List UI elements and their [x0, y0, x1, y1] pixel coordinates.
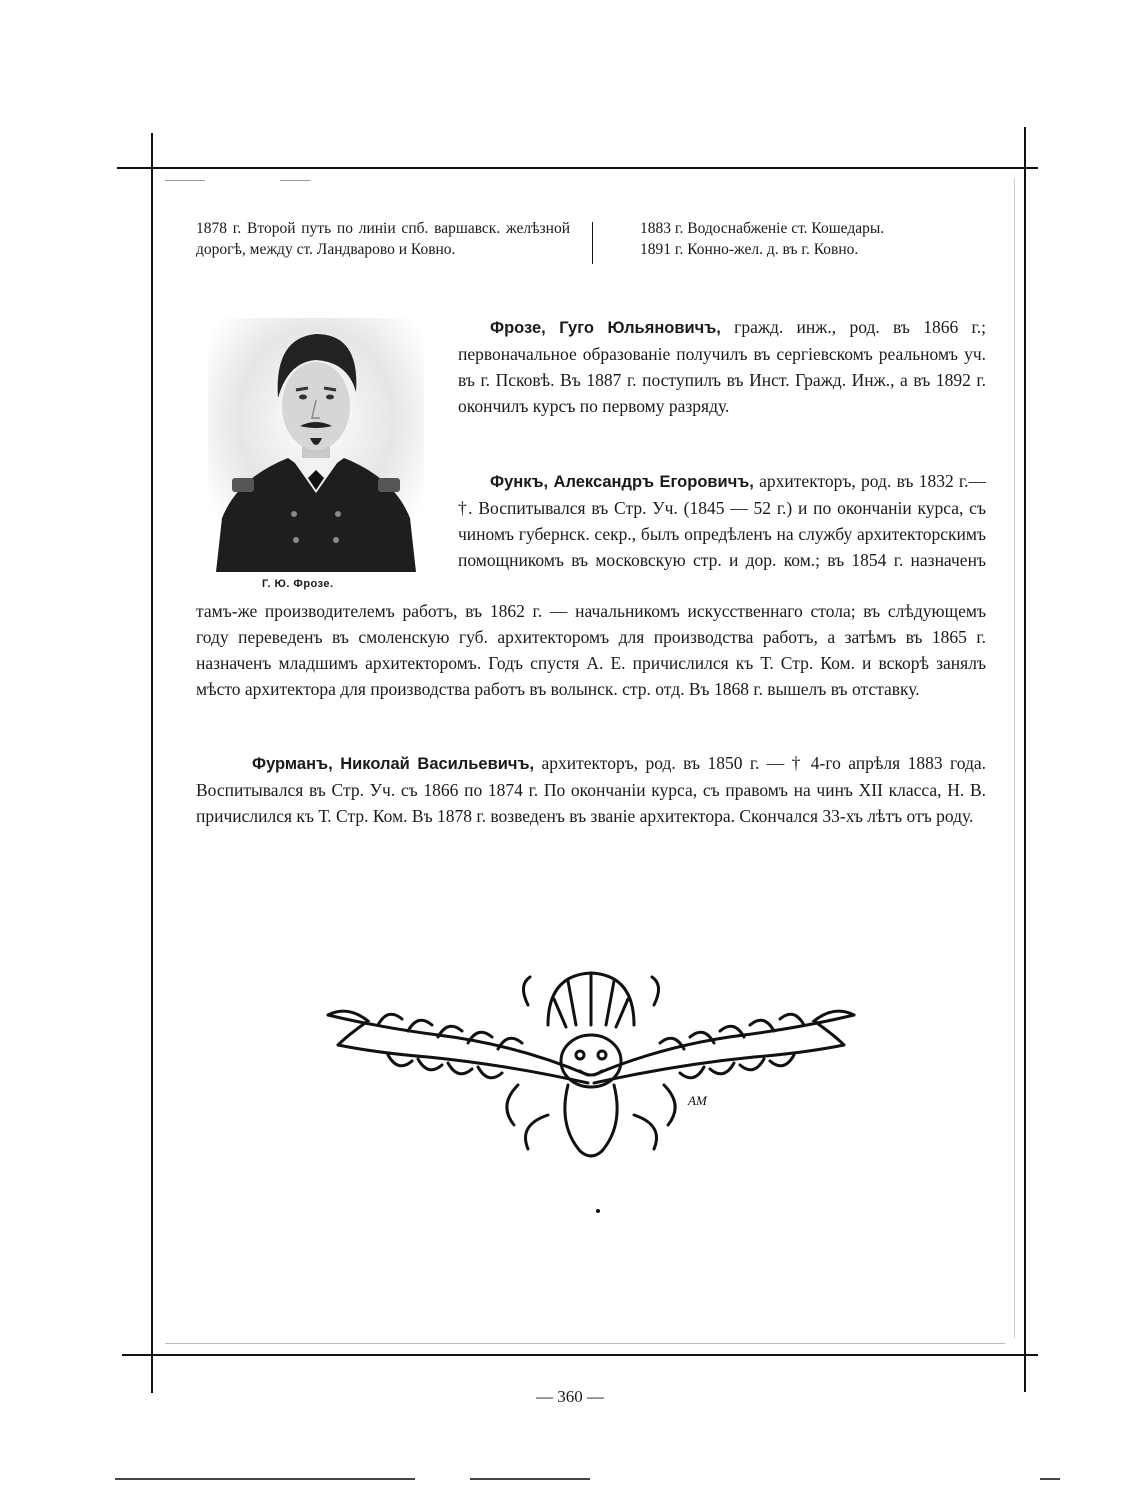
- ornament-monogram: AM: [688, 1093, 707, 1108]
- frame-left-rule: [151, 133, 153, 1393]
- frame-right-rule: [1024, 127, 1026, 1392]
- photo-caption: Г. Ю. Фрозе.: [262, 578, 334, 590]
- inner-top-dash: [165, 180, 205, 181]
- entry-furman-text: архитекторъ, род. въ 1850 г. — † 4-го апрѣля 1883 года. Воспитывался въ Стр. Уч. съ 1866 по 1874 г. По окончаніи курса, съ правомъ на чинъ XII класса, Н. В. причислился къ Т. Стр. Ком. Въ 1878 г. возведенъ въ званіе архитектора. Скончался 33-хъ лѣтъ отъ роду.: [196, 753, 986, 826]
- top-left-column: 1878 г. Второй путь по линіи спб. варшавск. желѣзной дорогѣ, между ст. Ландварово и Ковно.: [196, 220, 570, 258]
- top-right-line-2: 1891 г. Конно-жел. д. въ г. Ковно.: [640, 241, 859, 258]
- scan-artifact: [115, 1478, 415, 1480]
- inner-top-dash: [280, 180, 310, 181]
- decorative-ornament: [318, 965, 864, 1165]
- scan-artifact: [470, 1478, 590, 1480]
- stray-dot: [596, 1209, 600, 1213]
- inner-bottom-dash: [165, 1343, 1005, 1344]
- entry-funk-text-1: архитекторъ, род. въ 1832 г.—†. Воспитывался въ Стр. Уч. (1845 — 52 г.) и по окончаніи курса, съ чиномъ губернск. секр., былъ опредѣленъ на службу архитекторскимъ помощникомъ въ московскую стр. и дор. ком.; въ 1854 г. назначенъ: [458, 471, 987, 570]
- scan-artifact: [1040, 1478, 1060, 1480]
- portrait-photo: [208, 318, 424, 572]
- entry-funk-part2: тамъ-же производителемъ работъ, въ 1862 г. — начальникомъ искусственнаго стола; въ слѣдующемъ году переведенъ въ смоленскую губ. архитекторомъ для производства работъ, а затѣмъ въ 1865 г. назначенъ младшимъ архитекторомъ. Годъ спустя А. Е. причислился къ Т. Стр. Ком. и вскорѣ занялъ мѣсто архитектора для производства работъ въ волынск. стр. отд. Въ 1868 г. вышелъ въ отставку.: [196, 601, 986, 699]
- frame-bottom-rule: [122, 1354, 1038, 1356]
- entry-furman: [196, 750, 986, 829]
- page-number: — 360 —: [536, 1387, 604, 1406]
- inner-right-edge: [1014, 178, 1015, 1338]
- entry-funk-part1: [458, 468, 986, 573]
- entry-froze: [458, 314, 986, 419]
- entry-furman-name: Фурманъ, Николай Васильевичъ,: [252, 755, 535, 773]
- column-divider: [592, 222, 593, 264]
- top-right-line-1: 1883 г. Водоснабженіе ст. Кошедары.: [640, 220, 885, 237]
- entry-funk-name: Функъ, Александръ Егоровичъ,: [490, 473, 754, 491]
- entry-froze-text: гражд. инж., род. въ 1866 г.; первоначальное образованіе получилъ въ сергіевскомъ реальномъ уч. въ г. Псковѣ. Въ 1887 г. поступилъ въ Инст. Гражд. Инж., а въ 1892 г. окончилъ курсъ по первому разряду.: [458, 317, 987, 416]
- entry-froze-name: Фрозе, Гуго Юльяновичъ,: [490, 319, 721, 337]
- frame-top-rule: [117, 167, 1038, 169]
